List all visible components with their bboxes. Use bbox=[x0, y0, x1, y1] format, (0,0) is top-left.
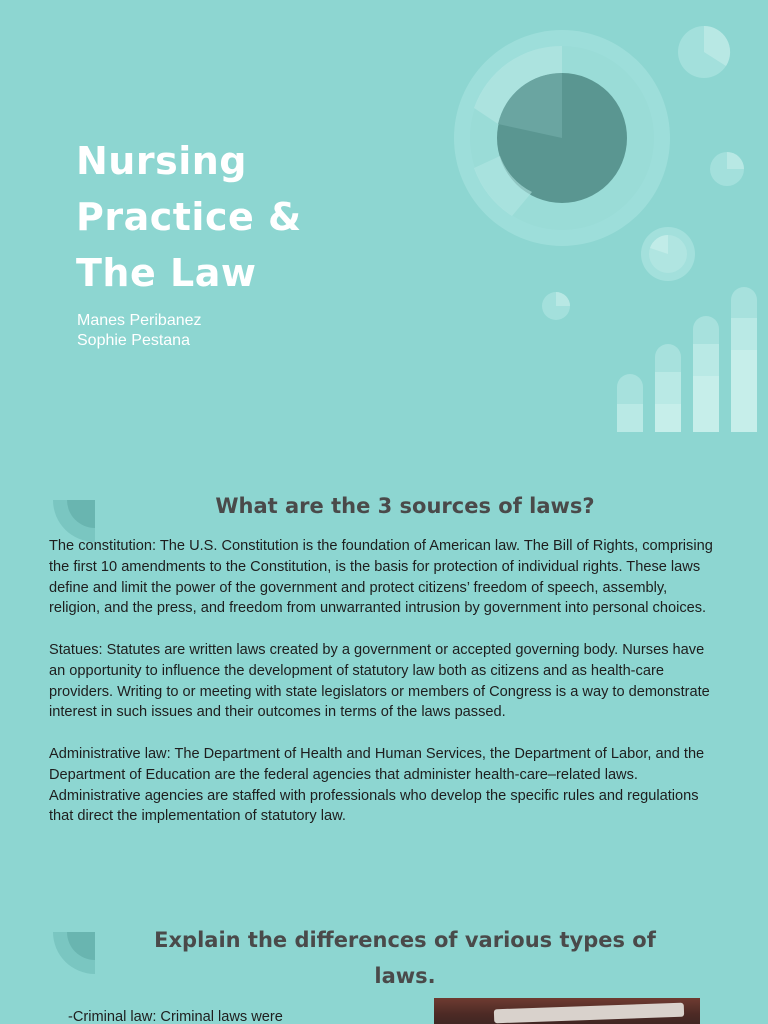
section-heading: Explain the differences of various types of laws. bbox=[154, 928, 656, 988]
section-photo bbox=[434, 998, 700, 1024]
author-name: Manes Peribanez bbox=[77, 312, 202, 329]
ring-circle bbox=[640, 226, 696, 282]
paragraph-administrative: Administrative law: The Department of Health and Human Services, the Department of Labor, and the Department of Education are the federal agencies that administer health-care–related laws. Administrative agencies are staffed with professionals who develop the specific rules and regulations that direct the implementation of statutory law. bbox=[49, 745, 705, 825]
bar-chart-graphic bbox=[614, 284, 764, 434]
tiny-circle bbox=[541, 291, 571, 321]
title-line: Practice & bbox=[76, 195, 302, 239]
criminal-law-text: -Criminal law: Criminal laws were bbox=[68, 1009, 283, 1024]
pie-chart-graphic bbox=[452, 28, 672, 248]
author-name: Sophie Pestana bbox=[77, 332, 190, 349]
quarter-circle-icon bbox=[53, 932, 95, 974]
section-heading: What are the 3 sources of laws? bbox=[215, 494, 595, 518]
paragraph-statutes: Statues: Statutes are written laws created by a government or accepted governing body. Nurses have an opportunity to influence the development of statutory law both as citizens and as health-care providers. Writing to or meeting with state legislators or members of Congress is a way to demonstrate interest in such issues and their outcomes in terms of the laws passed. bbox=[49, 641, 710, 721]
photo-detail bbox=[494, 1003, 684, 1024]
section-body bbox=[49, 536, 721, 848]
paragraph-constitution: The constitution: The U.S. Constitution is the foundation of American law. The Bill of Rights, comprising the first 10 amendments to the Constitution, is the basis for protection of individual rights. These laws define and limit the power of the government and protect citizens’ freedom of speech, assembly, religion, and the press, and freedom from unwarranted intrusion by government into personal choices. bbox=[49, 538, 713, 617]
author-list bbox=[77, 311, 202, 351]
title-line: Nursing bbox=[76, 139, 247, 183]
title-line: The Law bbox=[76, 251, 257, 295]
small-pie-circle bbox=[676, 24, 732, 80]
page-title bbox=[76, 133, 396, 301]
small-circle bbox=[709, 151, 745, 187]
